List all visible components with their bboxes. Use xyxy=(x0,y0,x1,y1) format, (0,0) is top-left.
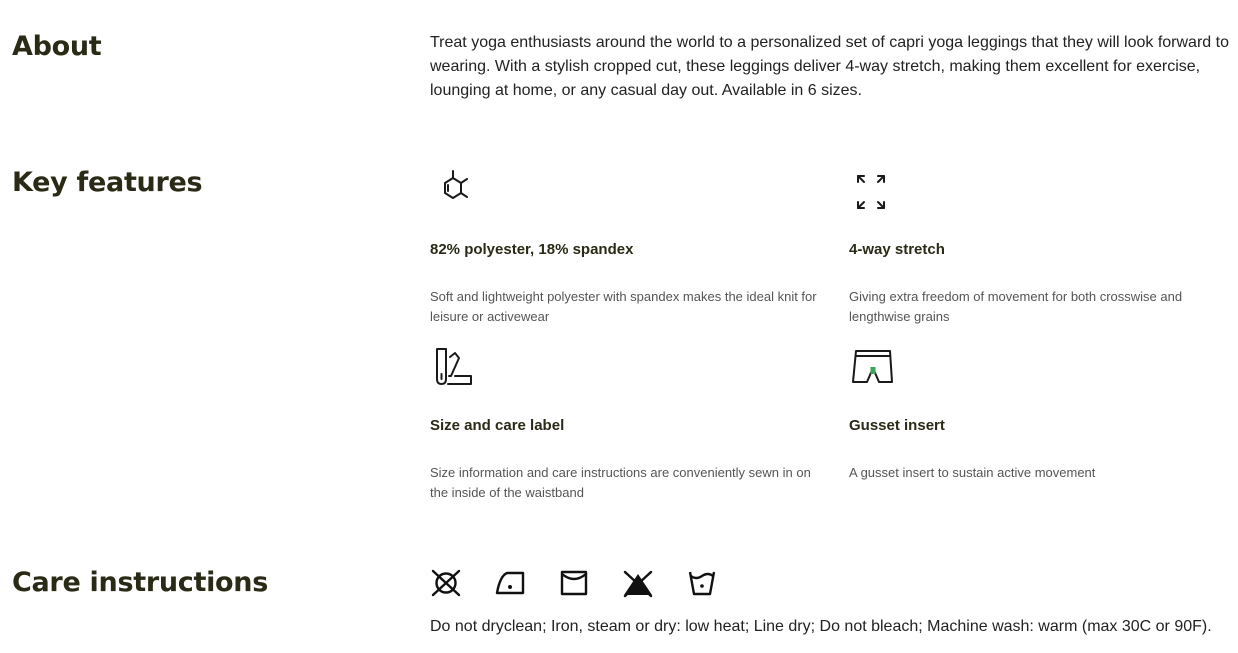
care-instructions-heading: Care instructions xyxy=(12,567,268,598)
feature-title: 4-way stretch xyxy=(849,241,945,258)
feature-title: Gusset insert xyxy=(849,417,945,434)
care-instructions-text: Do not dryclean; Iron, steam or dry: low heat; Line dry; Do not bleach; Machine wash: warm (max 30C or 90F). xyxy=(430,618,1212,635)
iron-low-heat-icon xyxy=(494,568,526,598)
about-description: Treat yoga enthusiasts around the world to a personalized set of capri yoga leggings that they will look forward to wearing. With a stylish cropped cut, these leggings deliver 4-way stretch, making them excellent for exercise, lounging at home, or any casual day out. Available in 6 sizes. xyxy=(430,34,1229,99)
feature-description: A gusset insert to sustain active movement xyxy=(849,465,1096,480)
do-not-bleach-icon xyxy=(622,568,654,598)
feature-description: Size information and care instructions are conveniently sewn in on the inside of the waistband xyxy=(430,465,811,500)
line-dry-icon xyxy=(558,568,590,598)
feature-title: Size and care label xyxy=(430,417,565,434)
feature-description: Soft and lightweight polyester with spandex makes the ideal knit for leisure or activewear xyxy=(430,289,817,324)
molecule-icon xyxy=(430,170,474,214)
key-features-heading: Key features xyxy=(12,167,203,198)
about-heading: About xyxy=(12,31,102,62)
feature-description: Giving extra freedom of movement for both crosswise and lengthwise grains xyxy=(849,289,1183,324)
machine-wash-warm-icon xyxy=(686,568,718,598)
shorts-gusset-icon xyxy=(849,346,893,390)
expand-arrows-icon xyxy=(849,170,893,214)
do-not-dryclean-icon xyxy=(430,568,462,598)
feature-title: 82% polyester, 18% spandex xyxy=(430,241,634,258)
label-tag-icon xyxy=(430,346,474,390)
